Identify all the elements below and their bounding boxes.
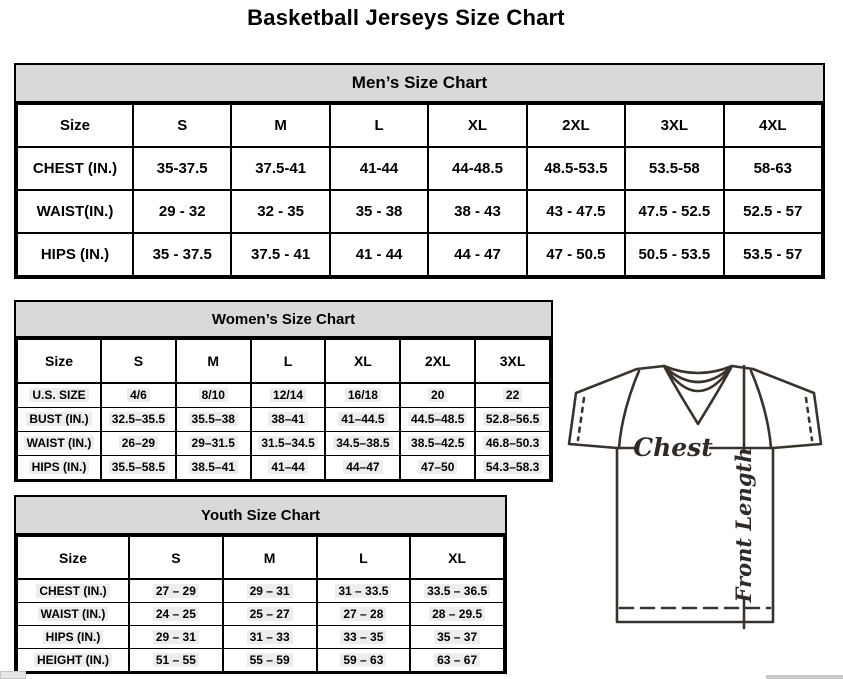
women-size-cell: 34.5–38.5 xyxy=(325,431,400,455)
men-size-cell: 53.5-58 xyxy=(625,147,723,190)
men-row-label: CHEST (IN.) xyxy=(17,147,133,190)
women-size-cell: 20 xyxy=(400,383,475,407)
youth-size-cell: 24 – 25 xyxy=(129,602,223,625)
youth-size-cell: 29 – 31 xyxy=(223,579,317,602)
page-title: Basketball Jerseys Size Chart xyxy=(247,5,565,30)
youth-size-cell: 31 – 33.5 xyxy=(317,579,411,602)
youth-table-row xyxy=(17,602,504,625)
men-table-row xyxy=(17,147,822,190)
men-row-label: WAIST(IN.) xyxy=(17,190,133,233)
youth-size-cell: 63 – 67 xyxy=(410,648,504,671)
youth-size-cell: 29 – 31 xyxy=(129,625,223,648)
women-size-cell: 44.5–48.5 xyxy=(400,407,475,431)
men-size-cell: 53.5 - 57 xyxy=(724,233,822,276)
youth-size-cell: 59 – 63 xyxy=(317,648,411,671)
youth-row-label: WAIST (IN.) xyxy=(17,602,129,625)
youth-table-row xyxy=(17,648,504,671)
women-column-header: 3XL xyxy=(475,339,550,383)
women-size-cell: 12/14 xyxy=(251,383,326,407)
mens-size-chart-table xyxy=(14,63,825,279)
youth-size-cell: 33.5 – 36.5 xyxy=(410,579,504,602)
women-table-row xyxy=(17,383,550,407)
men-size-cell: 58-63 xyxy=(724,147,822,190)
youth-column-header: S xyxy=(129,536,223,579)
women-size-cell: 35.5–38 xyxy=(176,407,251,431)
men-size-cell: 47.5 - 52.5 xyxy=(625,190,723,233)
women-row-label: WAIST (IN.) xyxy=(17,431,101,455)
women-size-cell: 4/6 xyxy=(101,383,176,407)
women-size-cell: 32.5–35.5 xyxy=(101,407,176,431)
men-header-row xyxy=(17,104,822,147)
women-size-cell: 38–41 xyxy=(251,407,326,431)
women-size-cell: 26–29 xyxy=(101,431,176,455)
youth-size-cell: 33 – 35 xyxy=(317,625,411,648)
womens-size-chart-table xyxy=(14,300,553,482)
front-length-label: Front Length xyxy=(731,447,756,603)
youth-size-cell: 31 – 33 xyxy=(223,625,317,648)
men-size-cell: 38 - 43 xyxy=(428,190,526,233)
women-size-cell: 38.5–41 xyxy=(176,455,251,479)
youth-column-header: XL xyxy=(410,536,504,579)
women-size-cell: 8/10 xyxy=(176,383,251,407)
jersey-measurement-diagram xyxy=(563,360,841,674)
youth-table-row xyxy=(17,625,504,648)
youth-header-row xyxy=(17,536,504,579)
youth-row-label: HEIGHT (IN.) xyxy=(17,648,129,671)
youth-column-header: L xyxy=(317,536,411,579)
women-row-label: BUST (IN.) xyxy=(17,407,101,431)
women-size-cell: 41–44.5 xyxy=(325,407,400,431)
women-column-header: 2XL xyxy=(400,339,475,383)
jersey-outline xyxy=(569,366,821,622)
women-row-label: HIPS (IN.) xyxy=(17,455,101,479)
men-size-cell: 37.5 - 41 xyxy=(231,233,329,276)
youth-column-header: Size xyxy=(17,536,129,579)
men-size-cell: 47 - 50.5 xyxy=(527,233,625,276)
youth-size-cell: 55 – 59 xyxy=(223,648,317,671)
youth-size-cell: 35 – 37 xyxy=(410,625,504,648)
youth-column-header: M xyxy=(223,536,317,579)
men-table-row xyxy=(17,190,822,233)
men-column-header: 3XL xyxy=(625,104,723,147)
mens-table-title: Men’s Size Chart xyxy=(16,65,823,103)
women-size-cell: 52.8–56.5 xyxy=(475,407,550,431)
men-size-cell: 37.5-41 xyxy=(231,147,329,190)
youth-size-cell: 51 – 55 xyxy=(129,648,223,671)
womens-table-title: Women’s Size Chart xyxy=(16,302,551,338)
men-size-cell: 35 - 37.5 xyxy=(133,233,231,276)
men-size-cell: 44-48.5 xyxy=(428,147,526,190)
men-size-cell: 41-44 xyxy=(330,147,428,190)
youth-table-row xyxy=(17,579,504,602)
women-size-cell: 46.8–50.3 xyxy=(475,431,550,455)
men-size-cell: 48.5-53.5 xyxy=(527,147,625,190)
scrollbar-fragment-right[interactable] xyxy=(766,675,843,679)
women-column-header: L xyxy=(251,339,326,383)
women-size-cell: 29–31.5 xyxy=(176,431,251,455)
women-size-cell: 41–44 xyxy=(251,455,326,479)
women-row-label: U.S. SIZE xyxy=(17,383,101,407)
men-column-header: L xyxy=(330,104,428,147)
youth-size-cell: 27 – 29 xyxy=(129,579,223,602)
women-size-cell: 47–50 xyxy=(400,455,475,479)
women-column-header: M xyxy=(176,339,251,383)
youth-size-cell: 25 – 27 xyxy=(223,602,317,625)
men-size-cell: 44 - 47 xyxy=(428,233,526,276)
women-column-header: S xyxy=(101,339,176,383)
women-size-cell: 38.5–42.5 xyxy=(400,431,475,455)
youth-table-title: Youth Size Chart xyxy=(16,497,505,535)
youth-row-label: CHEST (IN.) xyxy=(17,579,129,602)
youth-row-label: HIPS (IN.) xyxy=(17,625,129,648)
men-table-row xyxy=(17,233,822,276)
men-column-header: S xyxy=(133,104,231,147)
women-table-row xyxy=(17,407,550,431)
women-column-header: XL xyxy=(325,339,400,383)
youth-size-cell: 27 – 28 xyxy=(317,602,411,625)
scrollbar-fragment-left[interactable] xyxy=(0,671,26,679)
men-column-header: M xyxy=(231,104,329,147)
men-size-cell: 35-37.5 xyxy=(133,147,231,190)
men-size-cell: 41 - 44 xyxy=(330,233,428,276)
women-header-row xyxy=(17,339,550,383)
youth-size-cell: 28 – 29.5 xyxy=(410,602,504,625)
men-column-header: 2XL xyxy=(527,104,625,147)
women-size-cell: 35.5–58.5 xyxy=(101,455,176,479)
men-column-header: Size xyxy=(17,104,133,147)
men-size-cell: 32 - 35 xyxy=(231,190,329,233)
women-size-cell: 22 xyxy=(475,383,550,407)
men-size-cell: 50.5 - 53.5 xyxy=(625,233,723,276)
women-size-cell: 44–47 xyxy=(325,455,400,479)
men-column-header: XL xyxy=(428,104,526,147)
women-table-row xyxy=(17,431,550,455)
men-row-label: HIPS (IN.) xyxy=(17,233,133,276)
women-column-header: Size xyxy=(17,339,101,383)
men-size-cell: 43 - 47.5 xyxy=(527,190,625,233)
men-size-cell: 52.5 - 57 xyxy=(724,190,822,233)
youth-size-chart-table xyxy=(14,495,507,674)
men-size-cell: 35 - 38 xyxy=(330,190,428,233)
women-size-cell: 54.3–58.3 xyxy=(475,455,550,479)
men-size-cell: 29 - 32 xyxy=(133,190,231,233)
women-size-cell: 31.5–34.5 xyxy=(251,431,326,455)
men-column-header: 4XL xyxy=(724,104,822,147)
women-size-cell: 16/18 xyxy=(325,383,400,407)
women-table-row xyxy=(17,455,550,479)
chest-label: Chest xyxy=(633,433,713,462)
